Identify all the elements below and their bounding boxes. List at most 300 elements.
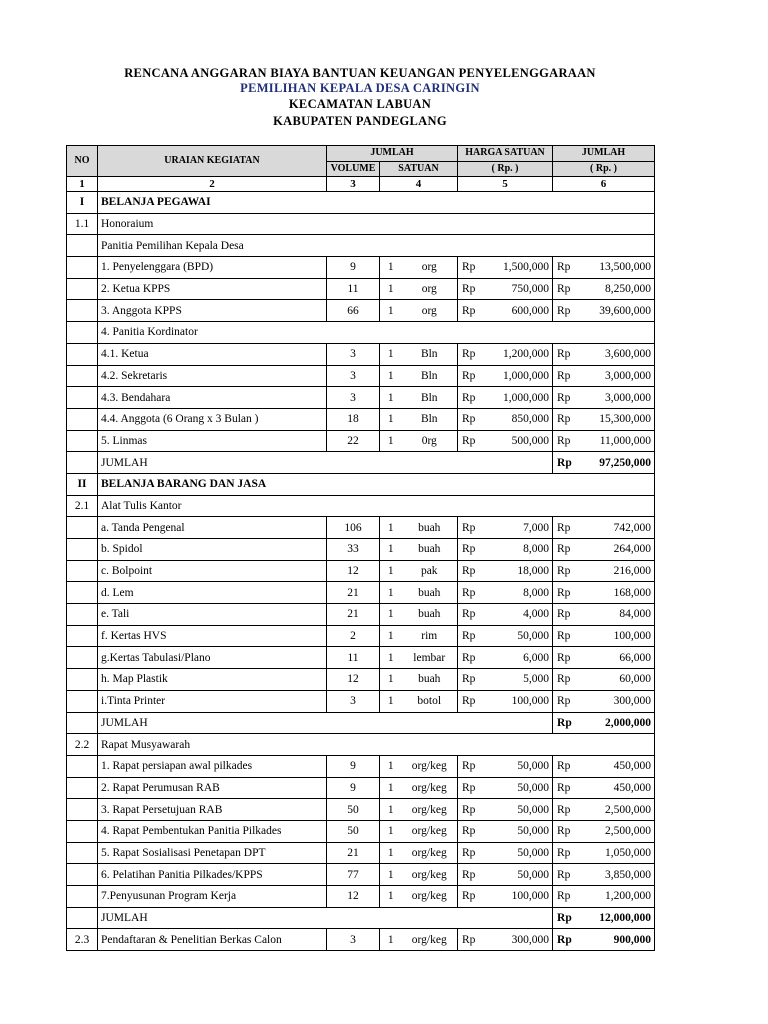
header-harga-rp: ( Rp. ): [458, 161, 553, 177]
col-number: 1: [67, 177, 98, 192]
item-volume: 9: [327, 777, 380, 799]
item-quantity: 1: [380, 387, 402, 409]
item-total-currency: Rp: [553, 690, 577, 712]
item-price: 6,000: [483, 647, 553, 669]
item-total: 168,000: [577, 582, 655, 604]
item-price-currency: Rp: [458, 539, 483, 561]
item-unit: org/keg: [402, 799, 458, 821]
item-unit: org: [402, 278, 458, 300]
item-total-currency: Rp: [553, 560, 577, 582]
item-name: 2. Rapat Perumusan RAB: [98, 777, 327, 799]
item-name: i.Tinta Printer: [98, 690, 327, 712]
subsection-number: 2.1: [67, 495, 98, 517]
item-volume: 12: [327, 560, 380, 582]
item-row: [67, 365, 655, 387]
item-volume: 21: [327, 582, 380, 604]
doc-title-line1: RENCANA ANGGARAN BIAYA BANTUAN KEUANGAN PENYELENGGARAAN: [124, 66, 596, 80]
item-price-currency: Rp: [458, 669, 483, 691]
item-quantity: 1: [380, 517, 402, 539]
item-price-currency: Rp: [458, 690, 483, 712]
item-quantity: 1: [380, 625, 402, 647]
item-price-currency: Rp: [458, 387, 483, 409]
subsection-row: [67, 495, 655, 517]
item-quantity: 1: [380, 278, 402, 300]
item-row: [67, 690, 655, 712]
item-total-currency: Rp: [553, 604, 577, 626]
item-volume: 77: [327, 864, 380, 886]
item-price: 1,200,000: [483, 343, 553, 365]
item-row: [67, 669, 655, 691]
item-quantity: 1: [380, 755, 402, 777]
subtotal-currency: Rp: [553, 712, 577, 734]
item-total: 742,000: [577, 517, 655, 539]
item-volume: 12: [327, 886, 380, 908]
item-price-currency: Rp: [458, 343, 483, 365]
item-row: [67, 777, 655, 799]
item-row: [67, 387, 655, 409]
header-jumlah-rp: ( Rp. ): [553, 161, 655, 177]
item-price-currency: Rp: [458, 300, 483, 322]
item-total: 216,000: [577, 560, 655, 582]
item-row: [67, 408, 655, 430]
subtotal-amount: 12,000,000: [577, 907, 655, 929]
item-price: 850,000: [483, 408, 553, 430]
item-total-currency: Rp: [553, 669, 577, 691]
subtotal-spacer: [67, 712, 98, 734]
item-row: [67, 604, 655, 626]
item-row: [67, 539, 655, 561]
item-total: 84,000: [577, 604, 655, 626]
subtotal-spacer: [67, 907, 98, 929]
item-price: 600,000: [483, 300, 553, 322]
item-number: [67, 582, 98, 604]
item-number: [67, 365, 98, 387]
header-volume: VOLUME: [327, 161, 380, 177]
item-unit: buah: [402, 669, 458, 691]
item-total: 3,000,000: [577, 387, 655, 409]
item-number: [67, 539, 98, 561]
item-name: 5. Rapat Sosialisasi Penetapan DPT: [98, 842, 327, 864]
item-volume: 3: [327, 365, 380, 387]
item-total-currency: Rp: [553, 886, 577, 908]
doc-title-line4: KABUPATEN PANDEGLANG: [273, 114, 447, 128]
section-row: [67, 473, 655, 495]
item-unit: org/keg: [402, 842, 458, 864]
item-total-currency: Rp: [553, 820, 577, 842]
item-volume: 18: [327, 408, 380, 430]
item-quantity: 1: [380, 886, 402, 908]
item-price: 18,000: [483, 560, 553, 582]
item-number: [67, 257, 98, 279]
item-volume: 3: [327, 929, 380, 951]
item-volume: 66: [327, 300, 380, 322]
item-unit: Bln: [402, 343, 458, 365]
item-number: [67, 278, 98, 300]
item-quantity: 1: [380, 560, 402, 582]
section-row: [67, 192, 655, 214]
item-quantity: 1: [380, 365, 402, 387]
col-number: 2: [98, 177, 327, 192]
item-unit: org/keg: [402, 929, 458, 951]
item-quantity: 1: [380, 777, 402, 799]
item-price: 100,000: [483, 690, 553, 712]
item-number: [67, 842, 98, 864]
item-volume: 22: [327, 430, 380, 452]
budget-table: [66, 145, 655, 951]
item-unit: 0rg: [402, 430, 458, 452]
item-name: e. Tali: [98, 604, 327, 626]
item-total-currency: Rp: [553, 842, 577, 864]
group-label-title: 4. Panitia Kordinator: [98, 322, 655, 344]
subtotal-label: JUMLAH: [98, 907, 553, 929]
item-row: [67, 430, 655, 452]
item-unit: Bln: [402, 365, 458, 387]
item-name: 5. Linmas: [98, 430, 327, 452]
item-unit: buah: [402, 517, 458, 539]
subsection-number: 2.2: [67, 734, 98, 756]
item-total-currency: Rp: [553, 755, 577, 777]
item-number: 2.3: [67, 929, 98, 951]
item-total: 39,600,000: [577, 300, 655, 322]
subtotal-spacer: [67, 452, 98, 474]
item-row: [67, 278, 655, 300]
item-number: [67, 886, 98, 908]
item-row: [67, 517, 655, 539]
item-row: [67, 257, 655, 279]
item-price: 500,000: [483, 430, 553, 452]
item-price: 1,500,000: [483, 257, 553, 279]
item-quantity: 1: [380, 582, 402, 604]
item-row: [67, 799, 655, 821]
item-volume: 50: [327, 799, 380, 821]
item-price-currency: Rp: [458, 799, 483, 821]
item-total-currency: Rp: [553, 408, 577, 430]
item-price: 50,000: [483, 842, 553, 864]
item-price: 8,000: [483, 539, 553, 561]
item-unit: botol: [402, 690, 458, 712]
item-unit: org/keg: [402, 820, 458, 842]
item-row: [67, 886, 655, 908]
group-label-row: [67, 235, 655, 257]
item-row: [67, 820, 655, 842]
item-price: 100,000: [483, 886, 553, 908]
item-price-currency: Rp: [458, 365, 483, 387]
item-name: 3. Anggota KPPS: [98, 300, 327, 322]
item-volume: 3: [327, 387, 380, 409]
item-unit: buah: [402, 604, 458, 626]
item-price: 1,000,000: [483, 365, 553, 387]
section-number: I: [67, 192, 98, 214]
item-price: 50,000: [483, 799, 553, 821]
subsection-title: Alat Tulis Kantor: [98, 495, 655, 517]
item-row: [67, 864, 655, 886]
subtotal-row: [67, 907, 655, 929]
item-number: [67, 777, 98, 799]
item-total: 15,300,000: [577, 408, 655, 430]
item-row: [67, 842, 655, 864]
subtotal-row: [67, 712, 655, 734]
item-number: [67, 604, 98, 626]
item-row: [67, 755, 655, 777]
item-row: [67, 343, 655, 365]
item-number: [67, 517, 98, 539]
item-price: 5,000: [483, 669, 553, 691]
header-harga-satuan: HARGA SATUAN: [458, 146, 553, 162]
item-name: Pendaftaran & Penelitian Berkas Calon: [98, 929, 327, 951]
item-quantity: 1: [380, 864, 402, 886]
item-price: 8,000: [483, 582, 553, 604]
item-quantity: 1: [380, 690, 402, 712]
item-quantity: 1: [380, 820, 402, 842]
subtotal-currency: Rp: [553, 452, 577, 474]
item-price-currency: Rp: [458, 929, 483, 951]
item-number: [67, 799, 98, 821]
item-total: 100,000: [577, 625, 655, 647]
item-price: 300,000: [483, 929, 553, 951]
item-price-currency: Rp: [458, 864, 483, 886]
item-quantity: 1: [380, 408, 402, 430]
subtotal-amount: 97,250,000: [577, 452, 655, 474]
item-price-currency: Rp: [458, 257, 483, 279]
column-number-row: [67, 177, 655, 192]
item-quantity: 1: [380, 430, 402, 452]
item-unit: org/keg: [402, 864, 458, 886]
col-number: 5: [458, 177, 553, 192]
item-volume: 3: [327, 690, 380, 712]
item-quantity: 1: [380, 647, 402, 669]
item-price: 50,000: [483, 820, 553, 842]
item-name: g.Kertas Tabulasi/Plano: [98, 647, 327, 669]
item-volume: 33: [327, 539, 380, 561]
item-total: 3,850,000: [577, 864, 655, 886]
item-total-currency: Rp: [553, 278, 577, 300]
item-price-currency: Rp: [458, 842, 483, 864]
item-name: 4. Rapat Pembentukan Panitia Pilkades: [98, 820, 327, 842]
item-number: [67, 755, 98, 777]
item-name: 4.4. Anggota (6 Orang x 3 Bulan ): [98, 408, 327, 430]
section-title: BELANJA PEGAWAI: [98, 192, 655, 214]
header-jumlah-total: JUMLAH: [553, 146, 655, 162]
item-total: 3,000,000: [577, 365, 655, 387]
item-total: 11,000,000: [577, 430, 655, 452]
item-unit: rim: [402, 625, 458, 647]
item-name: 1. Rapat persiapan awal pilkades: [98, 755, 327, 777]
item-price-currency: Rp: [458, 755, 483, 777]
section-title: BELANJA BARANG DAN JASA: [98, 473, 655, 495]
item-price-currency: Rp: [458, 777, 483, 799]
item-total: 66,000: [577, 647, 655, 669]
group-label: Panitia Pemilihan Kepala Desa: [98, 235, 655, 257]
item-price: 50,000: [483, 755, 553, 777]
item-name: b. Spidol: [98, 539, 327, 561]
item-total: 1,050,000: [577, 842, 655, 864]
item-total-currency: Rp: [553, 539, 577, 561]
subtotal-label: JUMLAH: [98, 712, 553, 734]
item-total: 264,000: [577, 539, 655, 561]
item-volume: 21: [327, 842, 380, 864]
item-total-currency: Rp: [553, 343, 577, 365]
doc-title-line3: KECAMATAN LABUAN: [288, 97, 432, 111]
subsection-row: [67, 213, 655, 235]
item-price-currency: Rp: [458, 647, 483, 669]
item-quantity: 1: [380, 300, 402, 322]
group-label-row: [67, 322, 655, 344]
item-price-currency: Rp: [458, 430, 483, 452]
item-unit: org/keg: [402, 886, 458, 908]
item-unit: Bln: [402, 387, 458, 409]
item-name: 7.Penyusunan Program Kerja: [98, 886, 327, 908]
item-total-currency: Rp: [553, 929, 577, 951]
item-total-currency: Rp: [553, 257, 577, 279]
item-total-currency: Rp: [553, 430, 577, 452]
item-total-currency: Rp: [553, 777, 577, 799]
item-price-currency: Rp: [458, 820, 483, 842]
subsection-number: 1.1: [67, 213, 98, 235]
item-volume: 11: [327, 278, 380, 300]
section-number: II: [67, 473, 98, 495]
item-name: 3. Rapat Persetujuan RAB: [98, 799, 327, 821]
item-name: h. Map Plastik: [98, 669, 327, 691]
item-price-currency: Rp: [458, 517, 483, 539]
item-volume: 3: [327, 343, 380, 365]
item-total-currency: Rp: [553, 300, 577, 322]
item-price: 750,000: [483, 278, 553, 300]
subtotal-row: [67, 452, 655, 474]
item-number: [67, 387, 98, 409]
item-volume: 2: [327, 625, 380, 647]
item-name: 6. Pelatihan Panitia Pilkades/KPPS: [98, 864, 327, 886]
item-unit: org/keg: [402, 777, 458, 799]
item-quantity: 1: [380, 257, 402, 279]
item-price-currency: Rp: [458, 886, 483, 908]
item-total-currency: Rp: [553, 799, 577, 821]
item-total: 300,000: [577, 690, 655, 712]
item-price: 50,000: [483, 864, 553, 886]
item-unit: org: [402, 257, 458, 279]
item-total-currency: Rp: [553, 387, 577, 409]
item-unit: buah: [402, 582, 458, 604]
item-quantity: 1: [380, 343, 402, 365]
item-price: 50,000: [483, 777, 553, 799]
col-number: 3: [327, 177, 380, 192]
header-satuan: SATUAN: [380, 161, 458, 177]
subtotal-label: JUMLAH: [98, 452, 553, 474]
item-row: [67, 300, 655, 322]
item-total-currency: Rp: [553, 517, 577, 539]
subsection-title: Honoraium: [98, 213, 655, 235]
item-price-currency: Rp: [458, 408, 483, 430]
item-row: [67, 647, 655, 669]
item-name: 1. Penyelenggara (BPD): [98, 257, 327, 279]
item-total: 60,000: [577, 669, 655, 691]
item-unit: org: [402, 300, 458, 322]
item-quantity: 1: [380, 799, 402, 821]
item-total-currency: Rp: [553, 864, 577, 886]
item-total: 3,600,000: [577, 343, 655, 365]
item-quantity: 1: [380, 539, 402, 561]
item-quantity: 1: [380, 604, 402, 626]
item-total: 13,500,000: [577, 257, 655, 279]
item-number: [67, 864, 98, 886]
item-price: 1,000,000: [483, 387, 553, 409]
header-no: NO: [67, 146, 98, 177]
item-total-currency: Rp: [553, 647, 577, 669]
item-name: 2. Ketua KPPS: [98, 278, 327, 300]
item-volume: 11: [327, 647, 380, 669]
subtotal-currency: Rp: [553, 907, 577, 929]
item-price: 7,000: [483, 517, 553, 539]
item-total: 450,000: [577, 777, 655, 799]
item-name: d. Lem: [98, 582, 327, 604]
item-price-currency: Rp: [458, 582, 483, 604]
item-quantity: 1: [380, 929, 402, 951]
item-row: [67, 582, 655, 604]
item-number: [67, 300, 98, 322]
item-name: c. Bolpoint: [98, 560, 327, 582]
item-unit: Bln: [402, 408, 458, 430]
subsection-title: Rapat Musyawarah: [98, 734, 655, 756]
subsection-row: [67, 734, 655, 756]
item-quantity: 1: [380, 669, 402, 691]
item-number: [67, 820, 98, 842]
col-number: 4: [380, 177, 458, 192]
doc-title-line2: PEMILIHAN KEPALA DESA CARINGIN: [240, 81, 480, 95]
item-name: 4.1. Ketua: [98, 343, 327, 365]
item-row: [67, 560, 655, 582]
item-unit: buah: [402, 539, 458, 561]
item-price-currency: Rp: [458, 560, 483, 582]
item-unit: pak: [402, 560, 458, 582]
item-total-currency: Rp: [553, 582, 577, 604]
item-total: 8,250,000: [577, 278, 655, 300]
item-number: [67, 625, 98, 647]
item-total-currency: Rp: [553, 625, 577, 647]
item-row: [67, 625, 655, 647]
item-price-currency: Rp: [458, 625, 483, 647]
item-number: [67, 690, 98, 712]
item-number: [67, 343, 98, 365]
item-total: 1,200,000: [577, 886, 655, 908]
item-name: 4.3. Bendahara: [98, 387, 327, 409]
item-unit: lembar: [402, 647, 458, 669]
item-total: 2,500,000: [577, 820, 655, 842]
item-name: a. Tanda Pengenal: [98, 517, 327, 539]
item-row: [67, 929, 655, 951]
item-number: [67, 669, 98, 691]
item-name: 4.2. Sekretaris: [98, 365, 327, 387]
group-label-number: [67, 322, 98, 344]
item-price: 50,000: [483, 625, 553, 647]
item-volume: 106: [327, 517, 380, 539]
item-number: [67, 560, 98, 582]
item-volume: 12: [327, 669, 380, 691]
item-volume: 9: [327, 755, 380, 777]
item-volume: 50: [327, 820, 380, 842]
item-total: 900,000: [577, 929, 655, 951]
item-number: [67, 408, 98, 430]
item-number: [67, 430, 98, 452]
subtotal-amount: 2,000,000: [577, 712, 655, 734]
item-price: 4,000: [483, 604, 553, 626]
item-name: f. Kertas HVS: [98, 625, 327, 647]
item-unit: org/keg: [402, 755, 458, 777]
item-volume: 21: [327, 604, 380, 626]
item-price-currency: Rp: [458, 604, 483, 626]
item-volume: 9: [327, 257, 380, 279]
item-quantity: 1: [380, 842, 402, 864]
item-price-currency: Rp: [458, 278, 483, 300]
header-uraian: URAIAN KEGIATAN: [98, 146, 327, 177]
